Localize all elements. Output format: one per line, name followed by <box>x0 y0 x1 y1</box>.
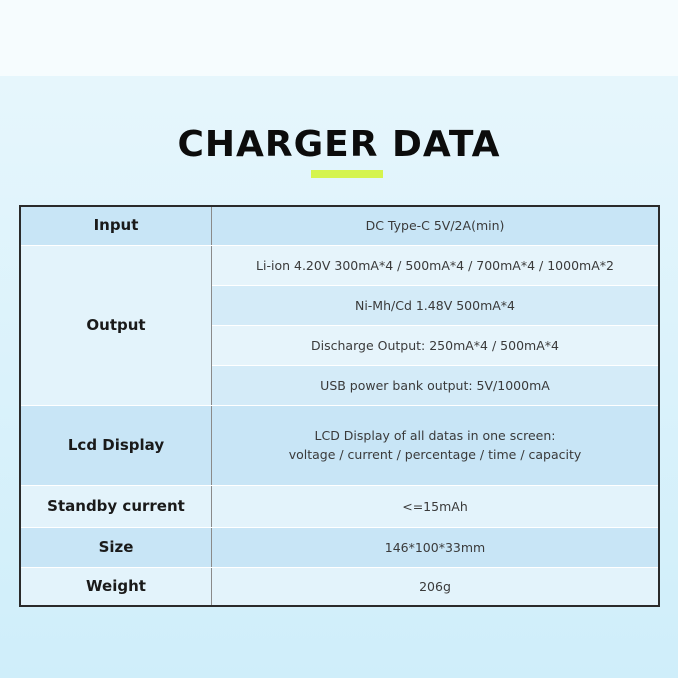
row-value-output-3: Discharge Output: 250mA*4 / 500mA*4 <box>212 325 660 365</box>
row-value-lcd <box>212 405 660 485</box>
row-value-standby: <=15mAh <box>212 485 660 527</box>
row-value-output-4: USB power bank output: 5V/1000mA <box>212 365 660 405</box>
table-row-standby <box>20 485 659 527</box>
table-row-lcd <box>20 405 659 485</box>
row-label-standby: Standby current <box>20 485 212 527</box>
row-value-output-2: Ni-Mh/Cd 1.48V 500mA*4 <box>212 285 660 325</box>
top-band <box>0 0 678 76</box>
table-row-input <box>20 206 659 245</box>
row-label-weight: Weight <box>20 567 212 606</box>
charger-data-table <box>19 205 660 607</box>
row-label-output: Output <box>20 245 212 405</box>
title-underline <box>311 170 383 178</box>
row-label-input: Input <box>20 206 212 245</box>
lcd-line-2: voltage / current / percentage / time / capacity <box>288 447 582 462</box>
row-value-weight: 206g <box>212 567 660 606</box>
lcd-line-1: LCD Display of all datas in one screen: <box>314 428 556 443</box>
row-label-lcd: Lcd Display <box>20 405 212 485</box>
table-row-weight <box>20 567 659 606</box>
row-value-output-1: Li-ion 4.20V 300mA*4 / 500mA*4 / 700mA*4 / 1000mA*2 <box>212 245 660 285</box>
page-title: CHARGER DATA <box>177 124 501 165</box>
table-row-output <box>20 245 659 285</box>
row-label-size: Size <box>20 527 212 567</box>
row-value-input: DC Type-C 5V/2A(min) <box>212 206 660 245</box>
table-row-size <box>20 527 659 567</box>
row-value-size: 146*100*33mm <box>212 527 660 567</box>
